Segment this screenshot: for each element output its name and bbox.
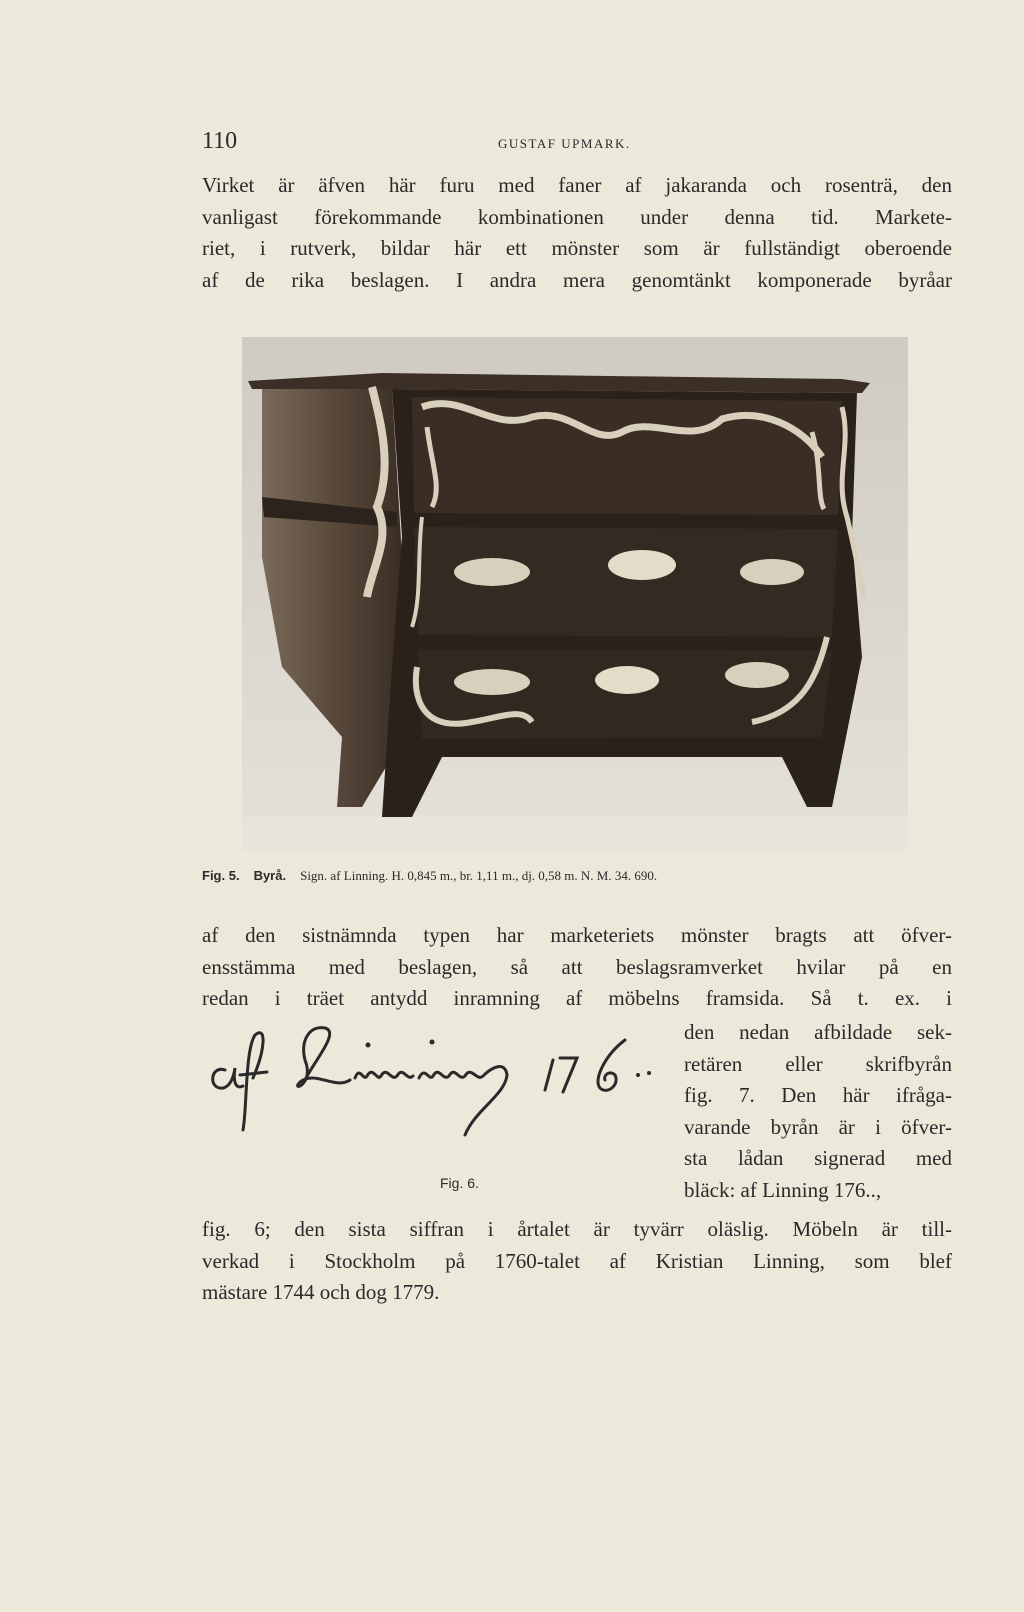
figure-details: Sign. af Linning. H. 0,845 m., br. 1,11 m., dj. 0,58 m. N. M. 34. 690. (300, 868, 658, 883)
figure-6-signature (205, 1020, 675, 1155)
text-line: af den sistnämnda typen har marketeriets mönster bragts att öfver- (202, 923, 952, 947)
paragraph-middle (202, 920, 952, 1015)
text-line: verkad i Stockholm på 1760-talet af Kristian Linning, som blef (202, 1248, 952, 1273)
text-line: mästare 1744 och dog 1779. (202, 1280, 440, 1304)
text-line: ensstämma med beslagen, så att beslagsramverket hvilar på en (202, 954, 952, 979)
text-line: vanligast förekommande kombinationen under denna tid. Markete- (202, 204, 952, 229)
text-line: sta lådan signerad med (684, 1146, 952, 1170)
text-line: Virket är äfven här furu med faner af jakaranda och rosenträ, den (202, 173, 952, 197)
text-line: den nedan afbildade sek- (684, 1020, 952, 1044)
figure-5-photo (242, 337, 908, 850)
handwritten-signature (205, 1020, 675, 1155)
figure-6-label: Fig. 6. (440, 1175, 479, 1191)
text-line: varande byrån är i öfver- (684, 1114, 952, 1139)
side-paragraph (684, 1017, 952, 1206)
text-line: af de rika beslagen. I andra mera genomtänkt komponerade byråar (202, 267, 952, 292)
paragraph-top (202, 170, 952, 296)
running-head: GUSTAF UPMARK. (498, 136, 631, 151)
text-line: riet, i rutverk, bildar här ett mönster som är fullständigt oberoende (202, 236, 952, 260)
text-line: fig. 6; den sista siffran i årtalet är tyvärr oläslig. Möbeln är till- (202, 1217, 952, 1241)
page-header (202, 128, 952, 158)
text-line: fig. 7. Den här ifråga- (684, 1083, 952, 1107)
figure-name: Byrå. (253, 868, 287, 883)
text-line: bläck: af Linning 176.., (684, 1177, 882, 1202)
paragraph-bottom (202, 1214, 952, 1309)
text-line: retären eller skrifbyrån (684, 1051, 952, 1076)
page-number: 110 (202, 128, 238, 154)
text-line: redan i träet antydd inramning af möbelns framsida. Så t. ex. i (202, 986, 952, 1010)
figure-5-caption (202, 868, 962, 884)
figure-label: Fig. 5. (202, 868, 240, 883)
commode-illustration (242, 337, 908, 850)
